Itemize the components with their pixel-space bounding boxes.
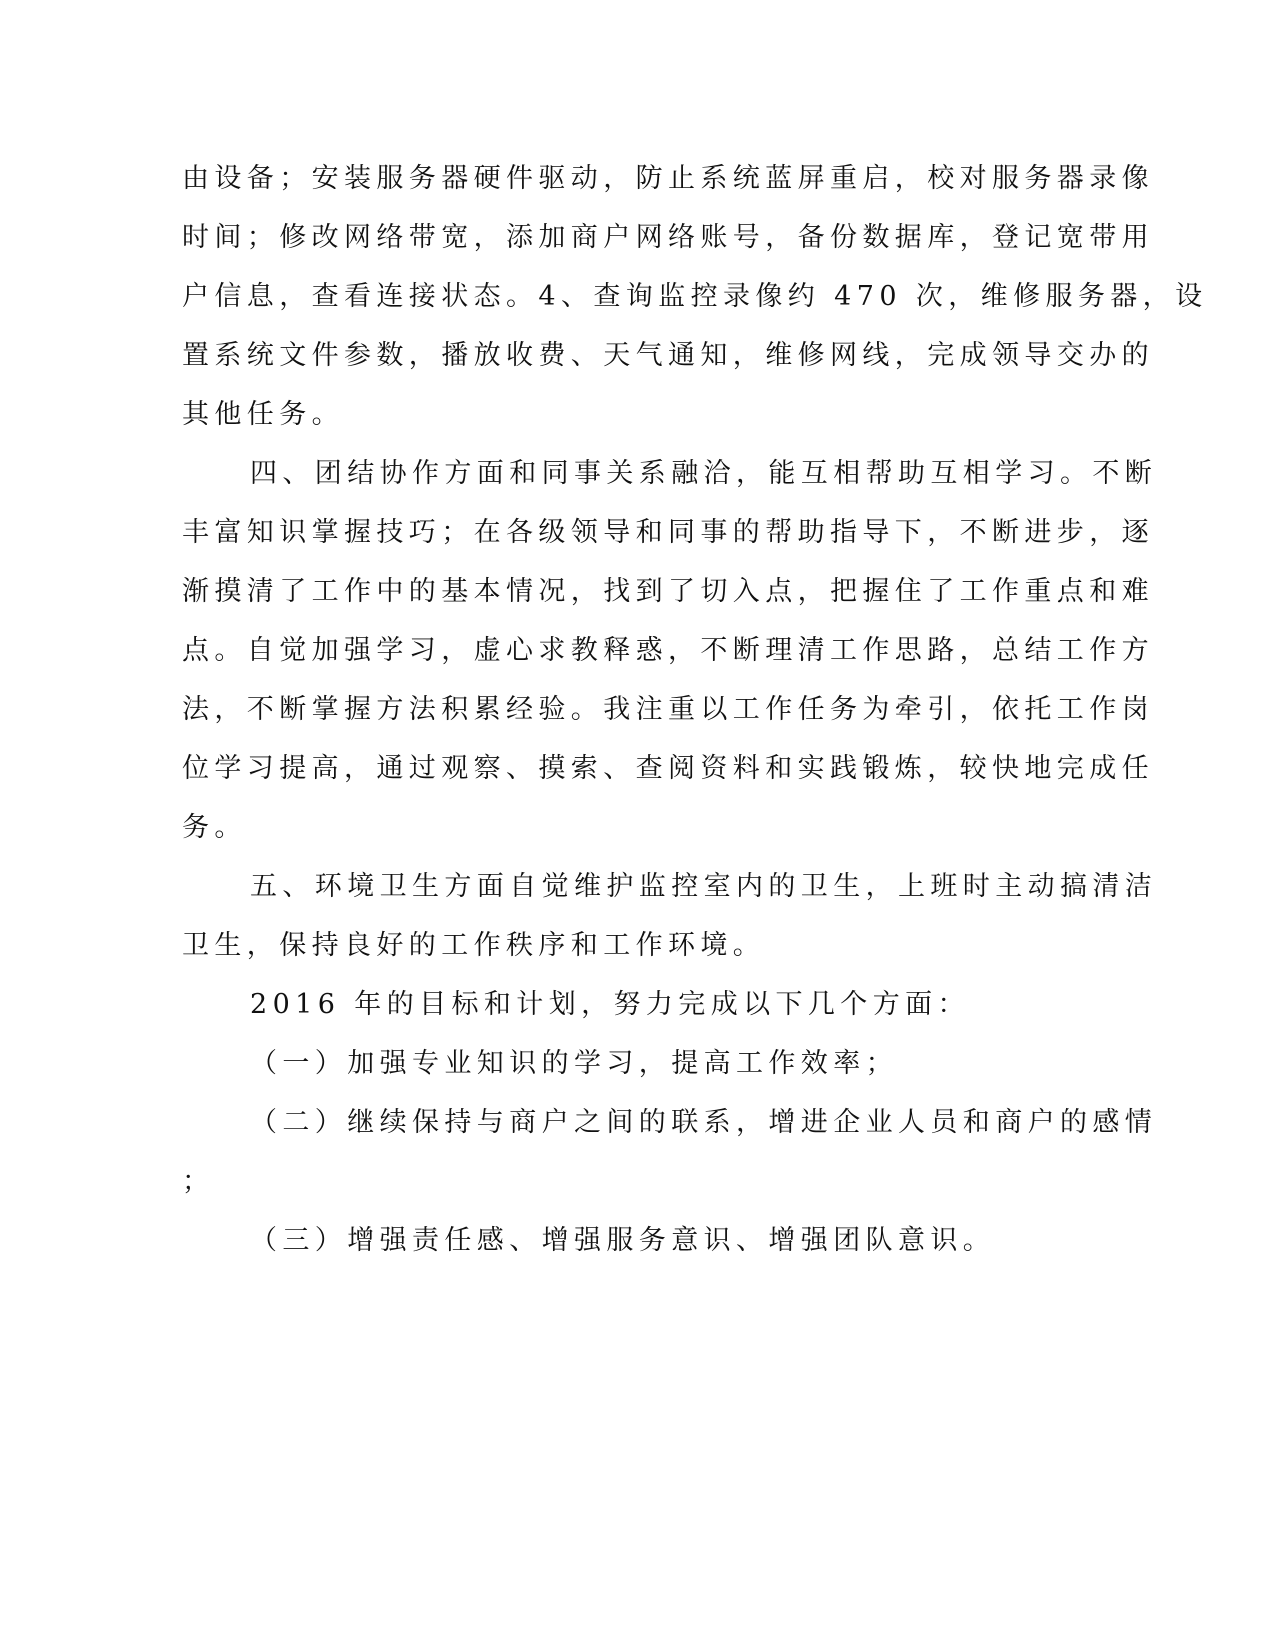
- body-text-line: 法，不断掌握方法积累经验。我注重以工作任务为牵引，依托工作岗: [182, 694, 1154, 725]
- body-text-line: 卫生，保持良好的工作秩序和工作环境。: [182, 930, 766, 961]
- section-heading-paragraph: 五、环境卫生方面自觉维护监控室内的卫生，上班时主动搞清洁: [250, 871, 1158, 902]
- plan-item: （三）增强责任感、增强服务意识、增强团队意识。: [250, 1225, 996, 1256]
- body-text-line: 户信息，查看连接状态。4、查询监控录像约 470 次，维修服务器，设: [182, 281, 1208, 312]
- plan-item: （一）加强专业知识的学习，提高工作效率；: [250, 1048, 898, 1079]
- section-heading-paragraph: 四、团结协作方面和同事关系融洽，能互相帮助互相学习。不断: [250, 458, 1158, 489]
- body-text-line: 点。自觉加强学习，虚心求教释惑，不断理清工作思路，总结工作方: [182, 635, 1154, 666]
- body-text-line: ；: [182, 1166, 215, 1197]
- plan-item: （二）继续保持与商户之间的联系，增进企业人员和商户的感情: [250, 1107, 1158, 1138]
- body-text-line: 渐摸清了工作中的基本情况，找到了切入点，把握住了工作重点和难: [182, 576, 1154, 607]
- body-text-line: 由设备；安装服务器硬件驱动，防止系统蓝屏重启，校对服务器录像: [182, 163, 1154, 194]
- body-text-line: 务。: [182, 812, 247, 843]
- body-text-line: 时间；修改网络带宽，添加商户网络账号，备份数据库，登记宽带用: [182, 222, 1154, 253]
- plan-intro-line: 2016 年的目标和计划，努力完成以下几个方面：: [250, 989, 970, 1020]
- body-text-line: 位学习提高，通过观察、摸索、查阅资料和实践锻炼，较快地完成任: [182, 753, 1154, 784]
- body-text-line: 其他任务。: [182, 399, 344, 430]
- body-text-line: 置系统文件参数，播放收费、天气通知，维修网线，完成领导交办的: [182, 340, 1154, 371]
- body-text-line: 丰富知识掌握技巧；在各级领导和同事的帮助指导下，不断进步，逐: [182, 517, 1154, 548]
